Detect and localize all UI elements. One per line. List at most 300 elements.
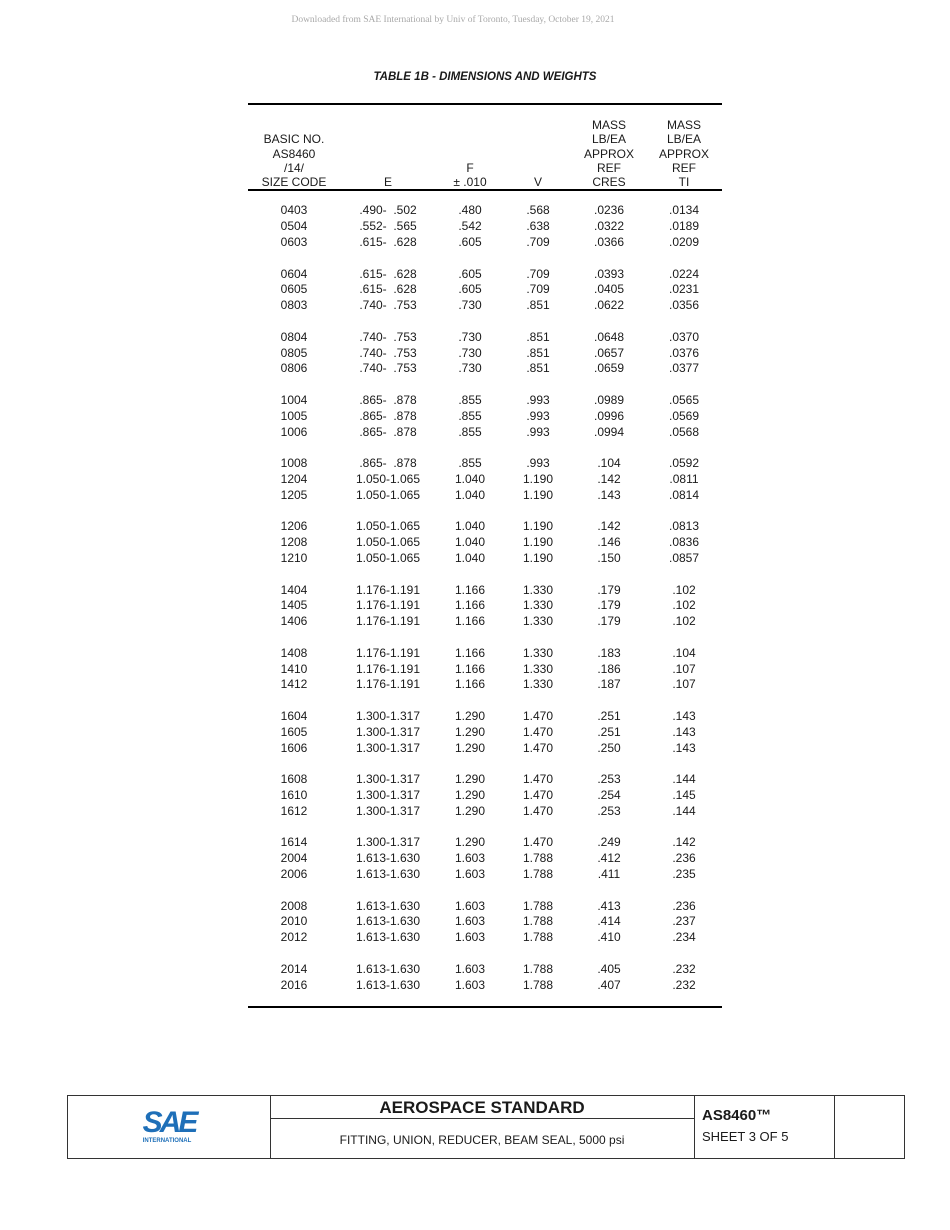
header-line: ± .010 bbox=[453, 175, 487, 190]
table-row bbox=[248, 867, 722, 883]
mass-ti-cell: .0568 bbox=[668, 424, 700, 439]
table-row bbox=[248, 282, 722, 298]
v-value-cell: .709 bbox=[526, 266, 550, 281]
f-value-cell: .855 bbox=[458, 393, 482, 408]
e-value-cell: .615- .628 bbox=[359, 235, 417, 250]
size-code-cell: 1605 bbox=[280, 724, 308, 739]
table-row bbox=[248, 298, 722, 314]
table-row bbox=[248, 219, 722, 235]
mass-ti-cell: .0836 bbox=[668, 535, 700, 550]
mass-ti-cell: .0569 bbox=[668, 408, 700, 423]
v-value-cell: .993 bbox=[526, 408, 550, 423]
size-code-cell: 1410 bbox=[280, 661, 308, 676]
standard-label: AEROSPACE STANDARD bbox=[270, 1096, 694, 1119]
table-row bbox=[248, 978, 722, 994]
mass-cres-cell: .179 bbox=[597, 614, 621, 629]
e-value-cell: 1.300-1.317 bbox=[355, 787, 421, 802]
header-line: APPROX bbox=[583, 146, 634, 161]
e-value-cell: .740- .753 bbox=[359, 329, 417, 344]
group-gap bbox=[248, 377, 722, 393]
header-line: BASIC NO. bbox=[263, 132, 325, 147]
download-watermark: Downloaded from SAE International by Univ of Toronto, Tuesday, October 19, 2021 bbox=[291, 15, 615, 25]
mass-cres-cell: .0393 bbox=[593, 266, 625, 281]
table-title: TABLE 1B - DIMENSIONS AND WEIGHTS bbox=[373, 71, 597, 83]
v-value-cell: 1.190 bbox=[522, 535, 554, 550]
mass-ti-cell: .0231 bbox=[668, 282, 700, 297]
mass-cres-cell: .413 bbox=[597, 898, 621, 913]
f-value-cell: 1.290 bbox=[454, 772, 486, 787]
sae-logo bbox=[138, 1105, 200, 1145]
e-value-cell: .865- .878 bbox=[359, 456, 417, 471]
mass-ti-cell: .144 bbox=[672, 803, 696, 818]
e-value-cell: 1.613-1.630 bbox=[355, 961, 421, 976]
table-row bbox=[248, 709, 722, 725]
table-row bbox=[248, 646, 722, 662]
table-row bbox=[248, 472, 722, 488]
table-row bbox=[248, 598, 722, 614]
mass-cres-cell: .187 bbox=[597, 677, 621, 692]
v-value-cell: 1.788 bbox=[522, 977, 554, 992]
mass-cres-cell: .0236 bbox=[593, 203, 625, 218]
header-line: E bbox=[383, 175, 392, 190]
size-code-cell: 2014 bbox=[280, 961, 308, 976]
table-row bbox=[248, 235, 722, 251]
v-value-cell: 1.788 bbox=[522, 866, 554, 881]
v-value-cell: 1.470 bbox=[522, 835, 554, 850]
mass-cres-cell: .186 bbox=[597, 661, 621, 676]
size-code-cell: 2012 bbox=[280, 930, 308, 945]
mass-ti-cell: .142 bbox=[672, 835, 696, 850]
table-row bbox=[248, 662, 722, 678]
e-value-cell: .740- .753 bbox=[359, 298, 417, 313]
f-value-cell: 1.290 bbox=[454, 740, 486, 755]
mass-ti-cell: .0811 bbox=[669, 472, 699, 487]
e-value-cell: 1.613-1.630 bbox=[355, 898, 421, 913]
mass-cres-cell: .183 bbox=[597, 645, 621, 660]
mass-cres-cell: .179 bbox=[597, 598, 621, 613]
size-code-cell: 1404 bbox=[280, 582, 308, 597]
mass-ti-cell: .237 bbox=[672, 914, 696, 929]
mass-cres-cell: .253 bbox=[597, 803, 621, 818]
table-row bbox=[248, 772, 722, 788]
size-code-cell: 0403 bbox=[280, 203, 308, 218]
mass-ti-cell: .104 bbox=[672, 645, 696, 660]
mass-cres-cell: .253 bbox=[597, 772, 621, 787]
size-code-cell: 2006 bbox=[280, 866, 308, 881]
table-row bbox=[248, 677, 722, 693]
v-value-cell: .851 bbox=[526, 345, 550, 360]
v-value-cell: 1.330 bbox=[522, 661, 554, 676]
size-code-cell: 2016 bbox=[280, 977, 308, 992]
table-row bbox=[248, 203, 722, 219]
v-value-cell: .709 bbox=[526, 282, 550, 297]
f-value-cell: .605 bbox=[458, 282, 482, 297]
size-code-cell: 0805 bbox=[280, 345, 308, 360]
table-row bbox=[248, 456, 722, 472]
mass-cres-cell: .407 bbox=[597, 977, 621, 992]
group-gap bbox=[248, 756, 722, 772]
v-value-cell: 1.190 bbox=[522, 519, 554, 534]
mass-cres-cell: .146 bbox=[597, 535, 621, 550]
size-code-cell: 0806 bbox=[280, 361, 308, 376]
header-size-code bbox=[248, 105, 340, 190]
mass-ti-cell: .236 bbox=[672, 898, 696, 913]
group-gap bbox=[248, 820, 722, 836]
e-value-cell: 1.300-1.317 bbox=[355, 740, 421, 755]
size-code-cell: 2010 bbox=[280, 914, 308, 929]
header-line: V bbox=[533, 175, 542, 190]
mass-ti-cell: .0377 bbox=[668, 361, 700, 376]
e-value-cell: .552- .565 bbox=[359, 219, 417, 234]
f-value-cell: 1.040 bbox=[454, 535, 486, 550]
table-row bbox=[248, 788, 722, 804]
v-value-cell: 1.788 bbox=[522, 851, 554, 866]
v-value-cell: .709 bbox=[526, 235, 550, 250]
table-row bbox=[248, 488, 722, 504]
e-value-cell: 1.176-1.191 bbox=[355, 661, 421, 676]
e-value-cell: .865- .878 bbox=[359, 393, 417, 408]
table-row bbox=[248, 551, 722, 567]
table-row bbox=[248, 583, 722, 599]
f-value-cell: 1.603 bbox=[454, 866, 486, 881]
mass-cres-cell: .0366 bbox=[593, 235, 625, 250]
e-value-cell: 1.300-1.317 bbox=[355, 772, 421, 787]
header-line: REF bbox=[597, 160, 621, 175]
table-row bbox=[248, 519, 722, 535]
f-value-cell: .855 bbox=[458, 424, 482, 439]
v-value-cell: .993 bbox=[526, 424, 550, 439]
e-value-cell: .740- .753 bbox=[359, 361, 417, 376]
v-value-cell: 1.788 bbox=[522, 961, 554, 976]
size-code-cell: 1205 bbox=[280, 487, 308, 502]
mass-cres-cell: .0659 bbox=[593, 361, 625, 376]
f-value-cell: 1.290 bbox=[454, 708, 486, 723]
sae-logo-subtext: INTERNATIONAL bbox=[142, 1138, 192, 1144]
mass-ti-cell: .102 bbox=[672, 614, 696, 629]
mass-cres-cell: .249 bbox=[597, 835, 621, 850]
size-code-cell: 1208 bbox=[280, 535, 308, 550]
mass-ti-cell: .107 bbox=[672, 677, 696, 692]
table-row bbox=[248, 346, 722, 362]
mass-cres-cell: .143 bbox=[597, 487, 621, 502]
group-gap bbox=[248, 504, 722, 520]
mass-ti-cell: .0189 bbox=[668, 219, 700, 234]
f-value-cell: 1.290 bbox=[454, 835, 486, 850]
e-value-cell: .865- .878 bbox=[359, 424, 417, 439]
v-value-cell: 1.788 bbox=[522, 898, 554, 913]
group-gap bbox=[248, 567, 722, 583]
table-row bbox=[248, 914, 722, 930]
v-value-cell: .851 bbox=[526, 361, 550, 376]
size-code-cell: 1408 bbox=[280, 645, 308, 660]
header-line: REF bbox=[672, 160, 696, 175]
mass-ti-cell: .0592 bbox=[668, 456, 700, 471]
v-value-cell: 1.470 bbox=[522, 803, 554, 818]
header-line: LB/EA bbox=[666, 132, 702, 147]
f-value-cell: .542 bbox=[458, 219, 482, 234]
table-row bbox=[248, 614, 722, 630]
v-value-cell: .993 bbox=[526, 456, 550, 471]
f-value-cell: 1.040 bbox=[454, 551, 486, 566]
mass-ti-cell: .102 bbox=[672, 582, 696, 597]
size-code-cell: 1612 bbox=[280, 803, 308, 818]
part-description: FITTING, UNION, REDUCER, BEAM SEAL, 5000 psi bbox=[339, 1133, 625, 1147]
mass-cres-cell: .251 bbox=[597, 708, 621, 723]
sheet-number: SHEET 3 OF 5 bbox=[702, 1129, 789, 1144]
f-value-cell: 1.603 bbox=[454, 898, 486, 913]
header-line: APPROX bbox=[658, 146, 709, 161]
mass-ti-cell: .0813 bbox=[668, 519, 700, 534]
group-gap bbox=[248, 440, 722, 456]
table-row bbox=[248, 425, 722, 441]
header-v bbox=[504, 105, 572, 190]
mass-cres-cell: .179 bbox=[597, 582, 621, 597]
f-value-cell: .730 bbox=[458, 298, 482, 313]
f-value-cell: 1.166 bbox=[454, 614, 486, 629]
revision-cell bbox=[834, 1096, 904, 1158]
table-bottom-rule bbox=[248, 1006, 722, 1008]
f-value-cell: .855 bbox=[458, 408, 482, 423]
mass-cres-cell: .0322 bbox=[593, 219, 625, 234]
table-row bbox=[248, 361, 722, 377]
header-line: MASS bbox=[591, 118, 626, 132]
f-value-cell: 1.166 bbox=[454, 661, 486, 676]
e-value-cell: 1.176-1.191 bbox=[355, 582, 421, 597]
mass-ti-cell: .0356 bbox=[668, 298, 700, 313]
data-table bbox=[248, 105, 722, 993]
mass-cres-cell: .251 bbox=[597, 724, 621, 739]
table-row bbox=[248, 330, 722, 346]
v-value-cell: .638 bbox=[526, 219, 550, 234]
table-row bbox=[248, 930, 722, 946]
f-value-cell: 1.603 bbox=[454, 930, 486, 945]
document-number: AS8460™ bbox=[702, 1107, 772, 1124]
f-value-cell: 1.166 bbox=[454, 677, 486, 692]
e-value-cell: 1.050-1.065 bbox=[355, 519, 421, 534]
table-row bbox=[248, 804, 722, 820]
f-value-cell: 1.603 bbox=[454, 961, 486, 976]
mass-cres-cell: .0996 bbox=[593, 408, 625, 423]
group-gap bbox=[248, 693, 722, 709]
mass-ti-cell: .235 bbox=[672, 866, 696, 881]
mass-ti-cell: .0376 bbox=[668, 345, 700, 360]
e-value-cell: 1.300-1.317 bbox=[355, 803, 421, 818]
title-block bbox=[67, 1095, 905, 1159]
f-value-cell: 1.290 bbox=[454, 787, 486, 802]
size-code-cell: 0804 bbox=[280, 329, 308, 344]
f-value-cell: 1.040 bbox=[454, 519, 486, 534]
size-code-cell: 1004 bbox=[280, 393, 308, 408]
table-spacer bbox=[248, 190, 722, 203]
mass-ti-cell: .143 bbox=[672, 724, 696, 739]
f-value-cell: .480 bbox=[458, 203, 482, 218]
e-value-cell: 1.613-1.630 bbox=[355, 914, 421, 929]
mass-ti-cell: .0224 bbox=[668, 266, 700, 281]
header-line: CRES bbox=[592, 175, 626, 190]
v-value-cell: 1.190 bbox=[522, 551, 554, 566]
f-value-cell: .855 bbox=[458, 456, 482, 471]
table-row bbox=[248, 393, 722, 409]
e-value-cell: 1.050-1.065 bbox=[355, 487, 421, 502]
mass-ti-cell: .143 bbox=[672, 740, 696, 755]
table-row bbox=[248, 267, 722, 283]
header-e bbox=[340, 105, 436, 190]
f-value-cell: .730 bbox=[458, 329, 482, 344]
size-code-cell: 1412 bbox=[280, 677, 308, 692]
e-value-cell: .615- .628 bbox=[359, 266, 417, 281]
table-row bbox=[248, 535, 722, 551]
mass-cres-cell: .412 bbox=[597, 851, 621, 866]
size-code-cell: 1406 bbox=[280, 614, 308, 629]
logo-cell bbox=[68, 1096, 271, 1158]
table-row bbox=[248, 899, 722, 915]
v-value-cell: .851 bbox=[526, 298, 550, 313]
v-value-cell: 1.470 bbox=[522, 708, 554, 723]
f-value-cell: 1.166 bbox=[454, 645, 486, 660]
v-value-cell: 1.330 bbox=[522, 677, 554, 692]
header-line: MASS bbox=[666, 118, 701, 132]
mass-ti-cell: .0370 bbox=[668, 329, 700, 344]
f-value-cell: 1.603 bbox=[454, 914, 486, 929]
mass-cres-cell: .254 bbox=[597, 787, 621, 802]
size-code-cell: 0803 bbox=[280, 298, 308, 313]
e-value-cell: 1.613-1.630 bbox=[355, 866, 421, 881]
f-value-cell: 1.603 bbox=[454, 851, 486, 866]
mass-ti-cell: .102 bbox=[672, 598, 696, 613]
header-line: F bbox=[466, 160, 474, 175]
size-code-cell: 2008 bbox=[280, 898, 308, 913]
f-value-cell: 1.290 bbox=[454, 803, 486, 818]
mass-cres-cell: .411 bbox=[597, 866, 621, 881]
table-row bbox=[248, 741, 722, 757]
e-value-cell: 1.300-1.317 bbox=[355, 835, 421, 850]
table-row bbox=[248, 962, 722, 978]
size-code-cell: 1210 bbox=[280, 551, 308, 566]
header-line: /14/ bbox=[283, 160, 304, 175]
mass-cres-cell: .104 bbox=[597, 456, 621, 471]
mass-ti-cell: .0565 bbox=[668, 393, 700, 408]
mass-ti-cell: .107 bbox=[672, 661, 696, 676]
mass-ti-cell: .144 bbox=[672, 772, 696, 787]
group-gap bbox=[248, 883, 722, 899]
table-row bbox=[248, 409, 722, 425]
mass-cres-cell: .405 bbox=[597, 961, 621, 976]
group-gap bbox=[248, 946, 722, 962]
header-mass-cres bbox=[572, 105, 646, 190]
table-row bbox=[248, 725, 722, 741]
table-body bbox=[248, 190, 722, 993]
title-cell bbox=[270, 1096, 695, 1158]
sae-logo-letters: SAE bbox=[142, 1106, 196, 1139]
group-gap bbox=[248, 314, 722, 330]
mass-ti-cell: .0814 bbox=[668, 487, 700, 502]
size-code-cell: 1008 bbox=[280, 456, 308, 471]
v-value-cell: 1.330 bbox=[522, 614, 554, 629]
v-value-cell: 1.470 bbox=[522, 787, 554, 802]
header-line: TI bbox=[678, 175, 690, 190]
size-code-cell: 1206 bbox=[280, 519, 308, 534]
size-code-cell: 1405 bbox=[280, 598, 308, 613]
mass-ti-cell: .236 bbox=[672, 851, 696, 866]
v-value-cell: 1.190 bbox=[522, 487, 554, 502]
e-value-cell: 1.050-1.065 bbox=[355, 535, 421, 550]
e-value-cell: 1.613-1.630 bbox=[355, 977, 421, 992]
header-line: SIZE CODE bbox=[261, 175, 327, 190]
mass-ti-cell: .234 bbox=[672, 930, 696, 945]
size-code-cell: 1610 bbox=[280, 787, 308, 802]
mass-ti-cell: .0857 bbox=[668, 551, 700, 566]
size-code-cell: 1204 bbox=[280, 472, 308, 487]
mass-ti-cell: .0134 bbox=[668, 203, 700, 218]
size-code-cell: 0605 bbox=[280, 282, 308, 297]
size-code-cell: 2004 bbox=[280, 851, 308, 866]
table-row bbox=[248, 851, 722, 867]
mass-ti-cell: .232 bbox=[672, 977, 696, 992]
v-value-cell: 1.330 bbox=[522, 598, 554, 613]
e-value-cell: .865- .878 bbox=[359, 408, 417, 423]
v-value-cell: .851 bbox=[526, 329, 550, 344]
e-value-cell: 1.050-1.065 bbox=[355, 551, 421, 566]
v-value-cell: 1.788 bbox=[522, 930, 554, 945]
mass-cres-cell: .0622 bbox=[593, 298, 625, 313]
e-value-cell: .740- .753 bbox=[359, 345, 417, 360]
f-value-cell: 1.166 bbox=[454, 582, 486, 597]
e-value-cell: 1.050-1.065 bbox=[355, 472, 421, 487]
e-value-cell: .615- .628 bbox=[359, 282, 417, 297]
e-value-cell: 1.176-1.191 bbox=[355, 645, 421, 660]
size-code-cell: 0603 bbox=[280, 235, 308, 250]
mass-ti-cell: .143 bbox=[672, 708, 696, 723]
v-value-cell: 1.330 bbox=[522, 645, 554, 660]
f-value-cell: 1.290 bbox=[454, 724, 486, 739]
e-value-cell: 1.176-1.191 bbox=[355, 598, 421, 613]
header-line: AS8460 bbox=[272, 146, 316, 161]
e-value-cell: 1.176-1.191 bbox=[355, 677, 421, 692]
size-code-cell: 1005 bbox=[280, 408, 308, 423]
size-code-cell: 1614 bbox=[280, 835, 308, 850]
f-value-cell: 1.166 bbox=[454, 598, 486, 613]
v-value-cell: 1.788 bbox=[522, 914, 554, 929]
size-code-cell: 1604 bbox=[280, 708, 308, 723]
header-mass-ti bbox=[646, 105, 722, 190]
mass-cres-cell: .414 bbox=[597, 914, 621, 929]
f-value-cell: .730 bbox=[458, 361, 482, 376]
mass-cres-cell: .142 bbox=[597, 519, 621, 534]
v-value-cell: 1.470 bbox=[522, 772, 554, 787]
mass-cres-cell: .0989 bbox=[593, 393, 625, 408]
size-code-cell: 1606 bbox=[280, 740, 308, 755]
mass-cres-cell: .250 bbox=[597, 740, 621, 755]
v-value-cell: 1.330 bbox=[522, 582, 554, 597]
header-line: LB/EA bbox=[591, 132, 627, 147]
table-header-row bbox=[248, 105, 722, 190]
f-value-cell: .605 bbox=[458, 266, 482, 281]
f-value-cell: 1.040 bbox=[454, 472, 486, 487]
e-value-cell: 1.300-1.317 bbox=[355, 708, 421, 723]
group-gap bbox=[248, 251, 722, 267]
e-value-cell: 1.176-1.191 bbox=[355, 614, 421, 629]
f-value-cell: .730 bbox=[458, 345, 482, 360]
v-value-cell: .993 bbox=[526, 393, 550, 408]
size-code-cell: 1006 bbox=[280, 424, 308, 439]
f-value-cell: 1.040 bbox=[454, 487, 486, 502]
dimensions-table bbox=[248, 103, 722, 1008]
size-code-cell: 0604 bbox=[280, 266, 308, 281]
size-code-cell: 1608 bbox=[280, 772, 308, 787]
size-code-cell: 0504 bbox=[280, 219, 308, 234]
group-gap bbox=[248, 630, 722, 646]
mass-cres-cell: .0657 bbox=[593, 345, 625, 360]
